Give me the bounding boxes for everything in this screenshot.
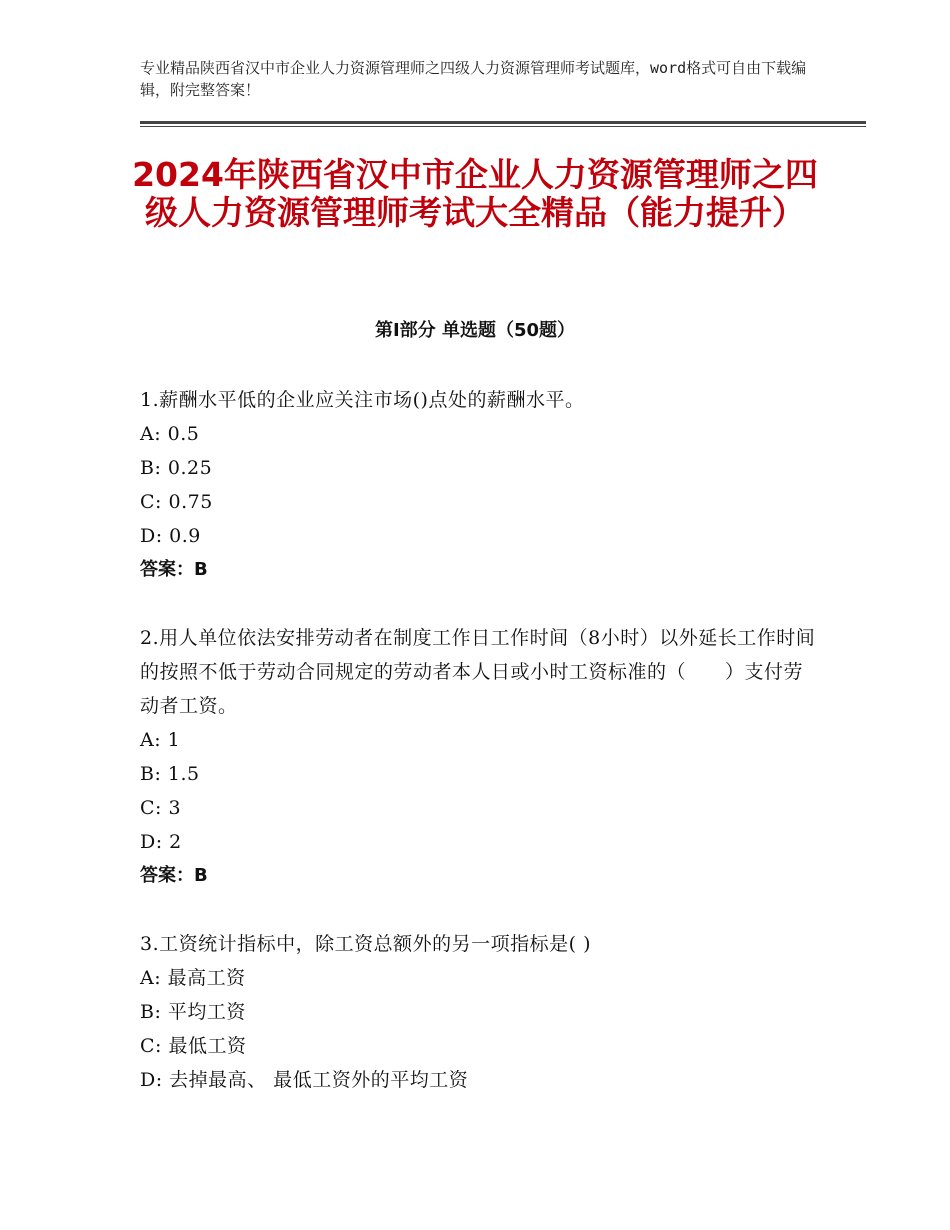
option-d: D: 2: [140, 831, 182, 853]
option-b: B: 0.25: [140, 457, 213, 479]
header-note: 专业精品陕西省汉中市企业人力资源管理师之四级人力资源管理师考试题库，word格式可自由下载编辑，附完整答案！: [140, 59, 807, 99]
option-a: A: 0.5: [140, 423, 200, 445]
option-c: C: 3: [140, 797, 182, 819]
option-c: C: 0.75: [140, 491, 213, 513]
header-rule-thin: [140, 126, 866, 127]
question-item: [140, 383, 820, 587]
option-a: A: 1: [140, 729, 181, 751]
option-d: D: 0.9: [140, 525, 201, 547]
option-d: D: 去掉最高、 最低工资外的平均工资: [140, 1069, 469, 1091]
header-rule-thick: [140, 121, 866, 124]
question-item: [140, 927, 820, 1097]
question-stem: 2.用人单位依法安排劳动者在制度工作日工作时间（8小时）以外延长工作时间的按照不低于劳动合同规定的劳动者本人日或小时工资标准的（ ）支付劳动者工资。: [140, 627, 816, 717]
answer-line: 答案：B: [140, 559, 208, 580]
question-list: [140, 383, 820, 1131]
question-stem: 1.薪酬水平低的企业应关注市场()点处的薪酬水平。: [140, 389, 585, 411]
option-b: B: 平均工资: [140, 1001, 246, 1023]
option-b: B: 1.5: [140, 763, 200, 785]
option-a: A: 最高工资: [140, 967, 246, 989]
option-c: C: 最低工资: [140, 1035, 247, 1057]
section-heading: 第Ⅰ部分 单选题（50题）: [374, 320, 575, 341]
answer-line: 答案：B: [140, 865, 208, 886]
document-title: 2024年陕西省汉中市企业人力资源管理师之四级人力资源管理师考试大全精品（能力提升）: [132, 155, 818, 232]
question-item: [140, 621, 820, 893]
question-stem: 3.工资统计指标中，除工资总额外的另一项指标是( ): [140, 933, 591, 955]
